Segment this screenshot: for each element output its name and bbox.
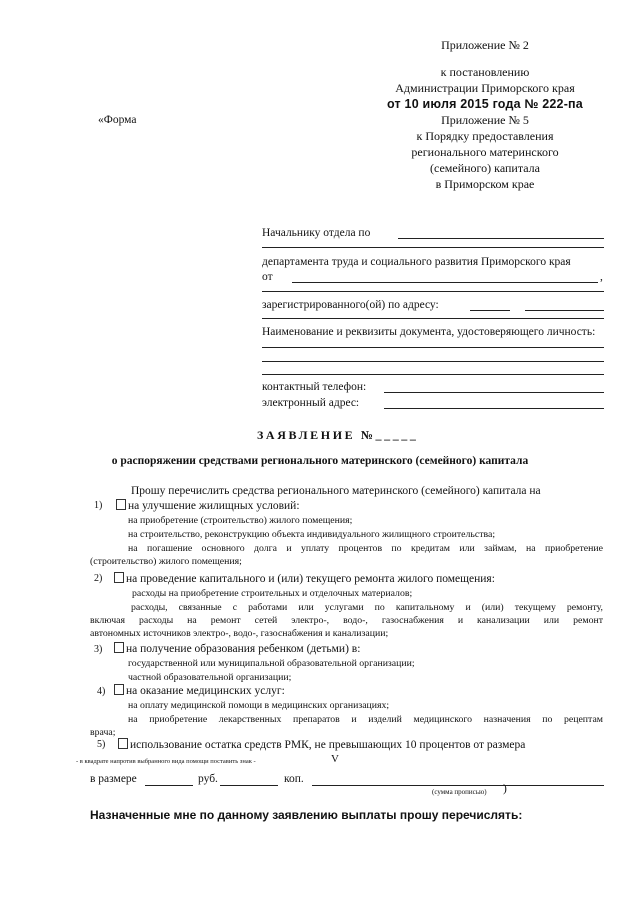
address-field-3[interactable] <box>262 318 604 319</box>
kop-field[interactable] <box>220 785 278 786</box>
option-4-label: на оказание медицинских услуг: <box>126 685 285 697</box>
option-5-label: использование остатка средств РМК, не превышающих 10 процентов от размера <box>130 739 526 751</box>
capital-label-2: (семейного) капитала <box>430 161 540 175</box>
from-field-2[interactable] <box>262 291 604 292</box>
amount-label: в размере <box>90 773 137 785</box>
head-field-2[interactable] <box>262 247 604 248</box>
option-2-sub-2b: включая расходы на ремонт сетей электро-, водо-, газоснабжения и канализации или ремонт <box>90 615 603 626</box>
option-1-number: 1) <box>94 500 103 511</box>
option-2-sub-2a: расходы, связанные с работами или услугами по капитальному и (или) текущему ремонту, <box>131 602 603 613</box>
footnote-text: - в квадрате напротив выбранного вида помощи поставить знак - <box>76 758 256 765</box>
option-5[interactable] <box>118 738 525 751</box>
option-4-number: 4) <box>97 686 106 697</box>
email-label: электронный адрес: <box>262 397 360 409</box>
from-label: от <box>262 271 273 283</box>
option-4-sub-2b: врача; <box>90 727 116 738</box>
head-label: Начальнику отдела по <box>262 227 371 239</box>
option-1[interactable] <box>116 499 300 512</box>
application-subtitle: о распоряжении средствами регионального материнского (семейного) капитала <box>111 455 529 467</box>
registered-label: зарегистрированного(ой) по адресу: <box>262 299 439 311</box>
option-2-number: 2) <box>94 573 103 584</box>
order-label: к Порядку предоставления <box>416 129 554 143</box>
region-label: в Приморском крае <box>435 177 535 191</box>
header-block <box>370 37 600 192</box>
email-field[interactable] <box>384 408 604 409</box>
option-4-checkbox[interactable] <box>114 684 124 695</box>
head-field[interactable] <box>398 238 604 239</box>
option-4-sub-2a: на приобретение лекарственных препаратов и изделий медицинского назначения по рецептам <box>128 714 603 725</box>
document-label: Наименование и реквизиты документа, удостоверяющего личность: <box>262 326 596 338</box>
administration-label: Администрации Приморского края <box>395 81 575 95</box>
option-2-sub-1: расходы на приобретение строительных и отделочных материалов; <box>132 588 413 599</box>
option-2-checkbox[interactable] <box>114 572 124 583</box>
option-4-sub-1: на оплату медицинской помощи в медицинских организациях; <box>128 700 390 711</box>
option-1-sub-2: на строительство, реконструкцию объекта индивидуального жилищного строительства; <box>128 529 496 540</box>
option-3-sub-1: государственной или муниципальной образовательной организации; <box>128 658 415 669</box>
option-3-number: 3) <box>94 644 103 655</box>
kop-label: коп. <box>284 773 304 785</box>
option-3[interactable] <box>114 642 360 655</box>
document-field-1[interactable] <box>262 347 604 348</box>
intro-text: Прошу перечислить средства регионального материнского (семейного) капитала на <box>131 485 541 497</box>
address-field-1[interactable] <box>470 310 510 311</box>
amount-words-field[interactable] <box>312 785 604 786</box>
rub-label: руб. <box>198 773 218 785</box>
option-3-checkbox[interactable] <box>114 642 124 653</box>
option-3-sub-2: частной образовательной организации; <box>128 672 292 683</box>
option-1-sub-3b: (строительство) жилого помещения; <box>90 556 242 567</box>
phone-label: контактный телефон: <box>262 381 367 393</box>
document-field-3[interactable] <box>262 374 604 375</box>
appendix5-label: Приложение № 5 <box>441 113 529 127</box>
amount-words-caption: (сумма прописью) <box>432 788 487 796</box>
option-5-checkbox[interactable] <box>118 738 128 749</box>
option-1-sub-3a: на погашение основного долга и уплату процентов по кредитам или займам, на приобретение <box>128 543 603 554</box>
rub-field[interactable] <box>145 785 193 786</box>
option-1-label: на улучшение жилищных условий: <box>128 500 300 512</box>
check-mark-symbol: V <box>331 753 339 765</box>
from-comma: , <box>600 271 603 283</box>
option-2-label: на проведение капитального и (или) текущего ремонта жилого помещения: <box>126 573 495 585</box>
option-1-checkbox[interactable] <box>116 499 126 510</box>
document-field-2[interactable] <box>262 361 604 362</box>
address-field-2[interactable] <box>525 310 604 311</box>
option-2-sub-2c: автономных источников электро-, водо-, газоснабжения и канализации; <box>90 628 389 639</box>
decree-label: от 10 июля 2015 года № 222-па <box>387 97 583 111</box>
capital-label-1: регионального материнского <box>411 145 559 159</box>
option-4[interactable] <box>114 684 285 697</box>
from-field[interactable] <box>292 282 598 283</box>
appendix-label: Приложение № 2 <box>441 38 529 52</box>
option-2[interactable] <box>114 572 495 585</box>
option-5-number: 5) <box>97 739 106 750</box>
payment-instruction-heading: Назначенные мне по данному заявлению выплаты прошу перечислять: <box>90 808 523 822</box>
form-label: «Форма <box>98 114 137 126</box>
option-1-sub-1: на приобретение (строительство) жилого помещения; <box>128 515 353 526</box>
phone-field[interactable] <box>384 392 604 393</box>
option-3-label: на получение образования ребенком (детьми) в: <box>126 643 361 655</box>
department-label: департамента труда и социального развития Приморского края <box>262 256 571 268</box>
amount-words-bracket: ) <box>503 783 507 795</box>
to-decree-label: к постановлению <box>440 65 530 79</box>
application-title: ЗАЯВЛЕНИЕ №_____ <box>257 428 419 442</box>
